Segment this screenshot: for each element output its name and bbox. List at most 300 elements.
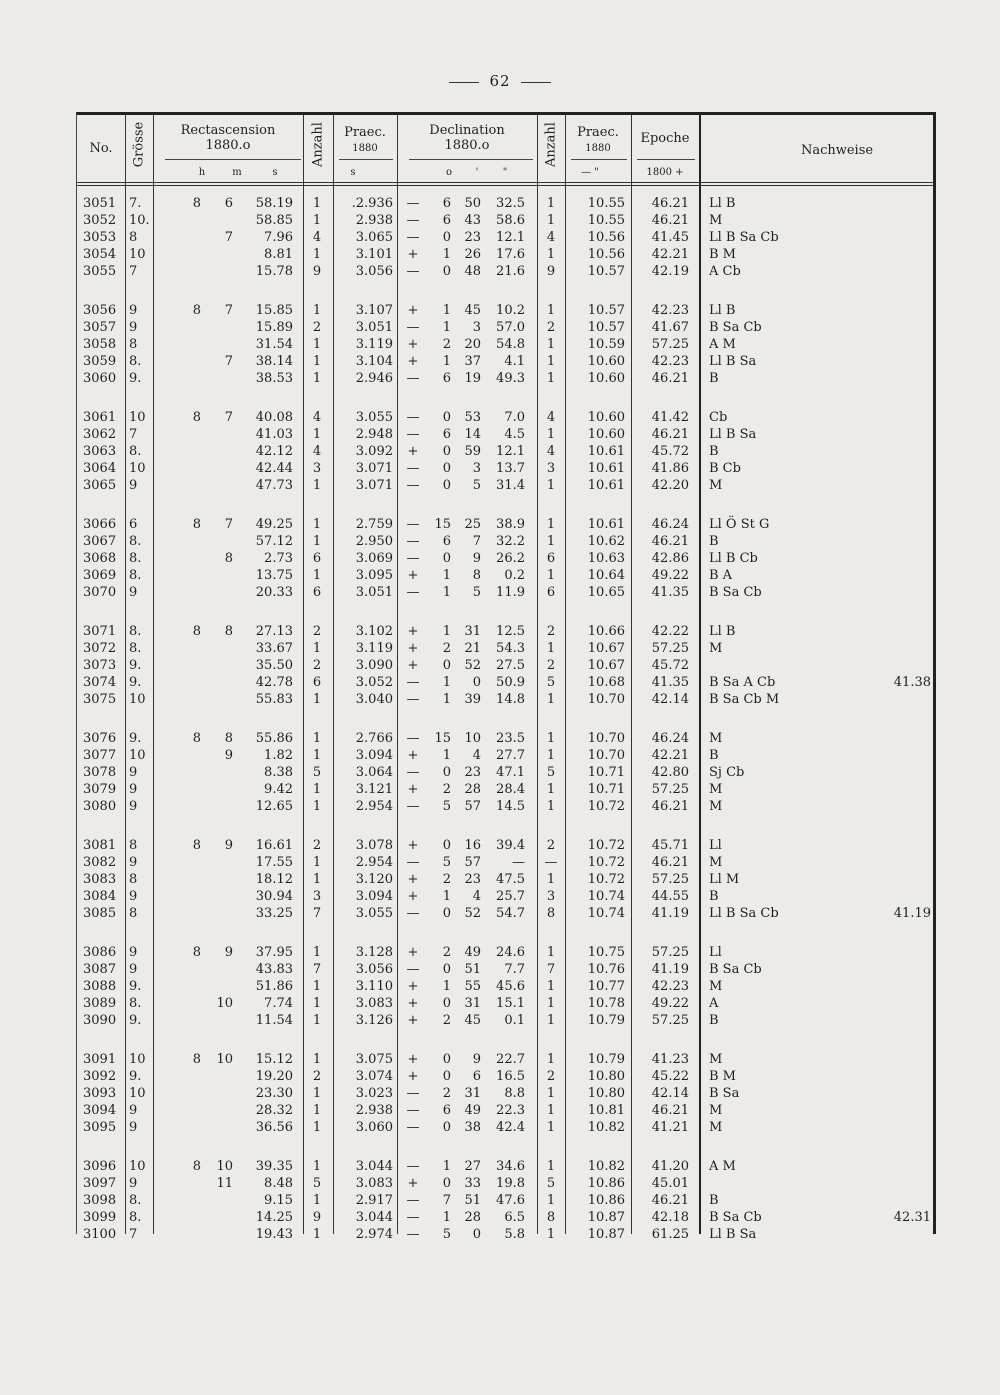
- cell-gr: 7: [129, 1227, 138, 1242]
- cell-no: 3096: [83, 1159, 117, 1174]
- table-row: [77, 764, 933, 781]
- cell-gr: 6: [129, 517, 138, 532]
- cell-n2: 4: [546, 444, 556, 459]
- cell-ds: 14.8: [496, 692, 525, 707]
- cell-p1: 2.938: [355, 213, 393, 228]
- cell-p1: 3.065: [355, 230, 393, 245]
- cell-p1: 2.948: [355, 427, 393, 442]
- cell-p2: 10.80: [587, 1069, 625, 1084]
- cell-nw: M: [709, 799, 723, 814]
- cell-dm: 31: [464, 996, 481, 1011]
- cell-ds: 50.9: [496, 675, 525, 690]
- cell-gr: 9: [129, 889, 138, 904]
- cell-ep: 42.18: [651, 1210, 689, 1225]
- cell-no: 3089: [83, 996, 117, 1011]
- cell-nw: M: [709, 478, 723, 493]
- cell-s: 9.15: [264, 1193, 293, 1208]
- cell-gr: 10.: [129, 213, 150, 228]
- cell-h: 8: [192, 624, 201, 639]
- cell-p2: 10.78: [587, 996, 625, 1011]
- page-number-dash-left: [449, 82, 479, 83]
- cell-ep: 46.21: [651, 534, 689, 549]
- table-row: [77, 1175, 933, 1192]
- cell-gr: 9: [129, 303, 138, 318]
- cell-sign: —: [406, 1120, 420, 1135]
- cell-nw: B A: [709, 568, 733, 583]
- cell-gr: 7.: [129, 196, 142, 211]
- cell-nw: B: [709, 534, 719, 549]
- cell-h: 8: [192, 410, 201, 425]
- header-ra-subrule: [165, 159, 301, 160]
- cell-s: 1.82: [264, 748, 293, 763]
- cell-nw: B Sa Cb: [709, 962, 762, 977]
- cell-n1: 2: [312, 624, 322, 639]
- cell-ep: 42.19: [651, 264, 689, 279]
- cell-m: 9: [224, 945, 233, 960]
- cell-nw: B Cb: [709, 461, 741, 476]
- cell-no: 3091: [83, 1052, 117, 1067]
- cell-s: 42.12: [255, 444, 293, 459]
- cell-no: 3090: [83, 1013, 117, 1028]
- cell-n2: 5: [546, 675, 556, 690]
- cell-ep: 57.25: [651, 641, 689, 656]
- cell-p2: 10.70: [587, 748, 625, 763]
- cell-no: 3074: [83, 675, 117, 690]
- cell-p2: 10.70: [587, 731, 625, 746]
- header-epoche: Epoche: [640, 131, 690, 146]
- cell-dm: 0: [472, 675, 481, 690]
- cell-p2: 10.66: [587, 624, 625, 639]
- cell-no: 3087: [83, 962, 117, 977]
- cell-p1: 3.023: [355, 1086, 393, 1101]
- cell-n1: 2: [312, 838, 322, 853]
- cell-gr: 8.: [129, 641, 142, 656]
- cell-n1: 3: [312, 889, 322, 904]
- cell-n1: 2: [312, 658, 322, 673]
- cell-no: 3081: [83, 838, 117, 853]
- header-no: No.: [89, 141, 113, 156]
- cell-dm: 19: [464, 371, 481, 386]
- table-row: [77, 871, 933, 888]
- cell-ds: 7.7: [504, 962, 525, 977]
- header-rule: [77, 182, 933, 183]
- cell-sign: +: [407, 354, 419, 369]
- cell-ep: 45.01: [651, 1176, 689, 1191]
- cell-sign: +: [407, 748, 419, 763]
- cell-n1: 1: [312, 996, 322, 1011]
- cell-dm: 37: [464, 354, 481, 369]
- cell-dd: 0: [442, 264, 451, 279]
- cell-sign: —: [406, 962, 420, 977]
- table-row: [77, 370, 933, 387]
- cell-sign: —: [406, 906, 420, 921]
- cell-gr: 9: [129, 855, 138, 870]
- cell-gr: 10: [129, 461, 146, 476]
- cell-dd: 2: [442, 945, 451, 960]
- cell-no: 3051: [83, 196, 117, 211]
- cell-dd: 15: [434, 517, 451, 532]
- cell-p1: 3.071: [355, 478, 393, 493]
- cell-dm: 38: [464, 1120, 481, 1135]
- cell-n2: 9: [546, 264, 556, 279]
- header-ra-h: h: [198, 167, 206, 178]
- cell-p2: 10.86: [587, 1176, 625, 1191]
- cell-nw: Cb: [709, 410, 728, 425]
- cell-sign: —: [406, 213, 420, 228]
- cell-ep: 42.23: [651, 979, 689, 994]
- cell-ds: 0.2: [504, 568, 525, 583]
- cell-ds: 49.3: [496, 371, 525, 386]
- cell-ds: 10.2: [496, 303, 525, 318]
- cell-dm: 23: [464, 872, 481, 887]
- cell-s: 58.19: [255, 196, 293, 211]
- cell-dd: 0: [442, 996, 451, 1011]
- cell-s: 19.43: [255, 1227, 293, 1242]
- cell-dm: 4: [472, 889, 481, 904]
- cell-no: 3093: [83, 1086, 117, 1101]
- cell-dm: 45: [464, 1013, 481, 1028]
- header-praec-dec-epoch: 1880: [585, 143, 611, 154]
- cell-n2: 2: [546, 1069, 556, 1084]
- cell-gr: 9: [129, 799, 138, 814]
- cell-sign: +: [407, 838, 419, 853]
- cell-p1: 3.094: [355, 748, 393, 763]
- cell-n1: 9: [312, 264, 322, 279]
- cell-n1: 4: [312, 230, 322, 245]
- cell-dm: 3: [472, 461, 481, 476]
- cell-gr: 9: [129, 1103, 138, 1118]
- cell-ep: 46.21: [651, 855, 689, 870]
- cell-m: 10: [216, 996, 233, 1011]
- cell-gr: 8.: [129, 1210, 142, 1225]
- cell-no: 3082: [83, 855, 117, 870]
- cell-n1: 1: [312, 196, 322, 211]
- cell-p1: 3.083: [355, 996, 393, 1011]
- cell-dm: 5: [472, 478, 481, 493]
- cell-ds: 21.6: [496, 264, 525, 279]
- cell-dd: 0: [442, 1120, 451, 1135]
- cell-no: 3094: [83, 1103, 117, 1118]
- cell-sign: —: [406, 585, 420, 600]
- table-row: [77, 1085, 933, 1102]
- cell-m: 7: [224, 517, 233, 532]
- cell-s: 30.94: [255, 889, 293, 904]
- cell-ds: 4.1: [504, 354, 525, 369]
- cell-dm: 4: [472, 748, 481, 763]
- cell-n1: 1: [312, 979, 322, 994]
- cell-p2: 10.68: [587, 675, 625, 690]
- cell-ds: 47.6: [496, 1193, 525, 1208]
- table-row: [77, 798, 933, 815]
- cell-ds: 22.3: [496, 1103, 525, 1118]
- cell-p2: 10.82: [587, 1159, 625, 1174]
- cell-no: 3059: [83, 354, 117, 369]
- cell-s: 40.08: [255, 410, 293, 425]
- cell-n2: 1: [546, 568, 556, 583]
- cell-ds: 22.7: [496, 1052, 525, 1067]
- cell-h: 8: [192, 517, 201, 532]
- cell-sign: —: [406, 799, 420, 814]
- cell-no: 3067: [83, 534, 117, 549]
- cell-nw: Ll B Sa Cb: [709, 906, 779, 921]
- cell-n1: 1: [312, 945, 322, 960]
- cell-s: 41.03: [255, 427, 293, 442]
- table-row: [77, 460, 933, 477]
- header-dec-title: Declination: [429, 123, 505, 138]
- cell-dd: 6: [442, 196, 451, 211]
- cell-ds: 39.4: [496, 838, 525, 853]
- header-anzahl-dec: Anzahl: [543, 122, 559, 167]
- cell-n1: 1: [312, 1227, 322, 1242]
- cell-dd: 1: [442, 320, 451, 335]
- cell-ep: 41.67: [651, 320, 689, 335]
- cell-dd: 6: [442, 1103, 451, 1118]
- cell-n2: 1: [546, 748, 556, 763]
- cell-nw: B M: [709, 247, 736, 262]
- cell-p2: 10.55: [587, 196, 625, 211]
- cell-n2: 3: [546, 889, 556, 904]
- cell-sign: +: [407, 979, 419, 994]
- cell-s: 12.65: [255, 799, 293, 814]
- cell-no: 3052: [83, 213, 117, 228]
- cell-gr: 9.: [129, 658, 142, 673]
- cell-n2: 2: [546, 320, 556, 335]
- cell-n1: 1: [312, 568, 322, 583]
- cell-p2: 10.72: [587, 855, 625, 870]
- cell-n2: 1: [546, 1120, 556, 1135]
- cell-dd: 5: [442, 799, 451, 814]
- cell-nw: Ll: [709, 838, 722, 853]
- cell-nw: A M: [709, 1159, 736, 1174]
- table-row: [77, 1012, 933, 1029]
- cell-dd: 6: [442, 371, 451, 386]
- cell-gr: 9.: [129, 1069, 142, 1084]
- cell-ds: 47.1: [496, 765, 525, 780]
- cell-nw: Ll B: [709, 303, 736, 318]
- cell-ds: —: [512, 855, 525, 870]
- cell-n2: 5: [546, 1176, 556, 1191]
- cell-s: 49.25: [255, 517, 293, 532]
- cell-s: 57.12: [255, 534, 293, 549]
- cell-s: 8.81: [264, 247, 293, 262]
- cell-p1: 3.051: [355, 320, 393, 335]
- cell-dm: 51: [464, 1193, 481, 1208]
- cell-p1: 3.064: [355, 765, 393, 780]
- cell-n2: 1: [546, 247, 556, 262]
- cell-n1: 5: [312, 765, 322, 780]
- cell-gr: 9.: [129, 371, 142, 386]
- cell-n1: 6: [312, 551, 322, 566]
- cell-n1: 1: [312, 478, 322, 493]
- cell-gr: 8: [129, 337, 138, 352]
- cell-n2: 1: [546, 1013, 556, 1028]
- table-row: [77, 353, 933, 370]
- cell-dd: 0: [442, 230, 451, 245]
- cell-p1: 2.917: [355, 1193, 393, 1208]
- cell-dd: 0: [442, 765, 451, 780]
- cell-gr: 10: [129, 692, 146, 707]
- table-row: [77, 195, 933, 212]
- cell-p1: 3.119: [355, 337, 393, 352]
- cell-p1: 3.055: [355, 410, 393, 425]
- cell-ep: 46.24: [651, 731, 689, 746]
- cell-sign: —: [406, 675, 420, 690]
- cell-ep: 41.35: [651, 675, 689, 690]
- header-praec-dec-unit: — ": [581, 167, 599, 178]
- cell-n2: 5: [546, 765, 556, 780]
- cell-dm: 16: [464, 838, 481, 853]
- cell-p1: 3.092: [355, 444, 393, 459]
- cell-gr: 8.: [129, 534, 142, 549]
- cell-dm: 51: [464, 962, 481, 977]
- cell-gr: 9.: [129, 675, 142, 690]
- cell-ds: 27.7: [496, 748, 525, 763]
- cell-gr: 9: [129, 765, 138, 780]
- table-row: [77, 640, 933, 657]
- cell-n2: 1: [546, 213, 556, 228]
- cell-p2: 10.61: [587, 478, 625, 493]
- cell-gr: 8.: [129, 354, 142, 369]
- cell-p2: 10.87: [587, 1210, 625, 1225]
- cell-dd: 1: [442, 692, 451, 707]
- cell-p2: 10.60: [587, 410, 625, 425]
- cell-gr: 10: [129, 748, 146, 763]
- cell-n1: 1: [312, 303, 322, 318]
- cell-ep: 46.21: [651, 799, 689, 814]
- cell-p1: .2.936: [351, 196, 393, 211]
- table-row: [77, 263, 933, 280]
- cell-ds: 26.2: [496, 551, 525, 566]
- cell-p1: 3.119: [355, 641, 393, 656]
- cell-dd: 0: [442, 1069, 451, 1084]
- cell-dd: 1: [442, 675, 451, 690]
- cell-dd: 6: [442, 534, 451, 549]
- cell-m: 6: [224, 196, 233, 211]
- cell-ep: 41.86: [651, 461, 689, 476]
- cell-p1: 3.051: [355, 585, 393, 600]
- table-row: [77, 516, 933, 533]
- cell-nw: A Cb: [709, 264, 741, 279]
- cell-gr: 10: [129, 1086, 146, 1101]
- cell-ds: 54.8: [496, 337, 525, 352]
- cell-dm: 52: [464, 906, 481, 921]
- cell-p1: 3.102: [355, 624, 393, 639]
- cell-ep: 46.21: [651, 371, 689, 386]
- cell-extra: 42.31: [893, 1210, 931, 1225]
- cell-ep: 49.22: [651, 996, 689, 1011]
- cell-p2: 10.72: [587, 838, 625, 853]
- header-ra-title: Rectascension: [180, 123, 276, 138]
- cell-gr: 8: [129, 872, 138, 887]
- cell-dm: 52: [464, 658, 481, 673]
- header-ra-m: m: [232, 167, 242, 178]
- cell-dm: 23: [464, 230, 481, 245]
- cell-n2: 1: [546, 427, 556, 442]
- cell-ep: 46.21: [651, 213, 689, 228]
- cell-dd: 2: [442, 782, 451, 797]
- cell-ep: 41.45: [651, 230, 689, 245]
- cell-dm: 6: [472, 1069, 481, 1084]
- cell-sign: —: [406, 1086, 420, 1101]
- cell-dd: 0: [442, 478, 451, 493]
- cell-p1: 3.040: [355, 692, 393, 707]
- cell-n1: 3: [312, 461, 322, 476]
- cell-p2: 10.60: [587, 427, 625, 442]
- cell-p2: 10.80: [587, 1086, 625, 1101]
- cell-sign: —: [406, 1210, 420, 1225]
- cell-gr: 8.: [129, 444, 142, 459]
- cell-sign: +: [407, 624, 419, 639]
- cell-nw: B: [709, 1013, 719, 1028]
- cell-n1: 1: [312, 1120, 322, 1135]
- cell-s: 15.78: [255, 264, 293, 279]
- cell-dd: 0: [442, 838, 451, 853]
- cell-n1: 1: [312, 213, 322, 228]
- cell-h: 8: [192, 1159, 201, 1174]
- table-row: [77, 781, 933, 798]
- cell-p1: 3.121: [355, 782, 393, 797]
- cell-p1: 3.078: [355, 838, 393, 853]
- cell-ds: 42.4: [496, 1120, 525, 1135]
- cell-p1: 3.056: [355, 962, 393, 977]
- cell-n1: 7: [312, 906, 322, 921]
- cell-sign: —: [406, 551, 420, 566]
- cell-n2: 1: [546, 996, 556, 1011]
- cell-dm: 7: [472, 534, 481, 549]
- cell-p1: 3.060: [355, 1120, 393, 1135]
- cell-dm: 33: [464, 1176, 481, 1191]
- header-praec-ra-title: Praec.: [344, 125, 386, 140]
- cell-dm: 59: [464, 444, 481, 459]
- cell-sign: +: [407, 1013, 419, 1028]
- table-row: [77, 302, 933, 319]
- cell-n2: 4: [546, 230, 556, 245]
- cell-ep: 42.86: [651, 551, 689, 566]
- cell-dm: 14: [464, 427, 481, 442]
- cell-no: 3085: [83, 906, 117, 921]
- cell-s: 58.85: [255, 213, 293, 228]
- cell-p2: 10.86: [587, 1193, 625, 1208]
- cell-ds: 32.5: [496, 196, 525, 211]
- cell-p1: 2.954: [355, 855, 393, 870]
- cell-dm: 28: [464, 1210, 481, 1225]
- cell-gr: 8: [129, 906, 138, 921]
- cell-n2: 1: [546, 692, 556, 707]
- cell-s: 8.38: [264, 765, 293, 780]
- header-anzahl-ra: Anzahl: [310, 122, 326, 167]
- cell-nw: B: [709, 889, 719, 904]
- header-dec-deg: o: [445, 167, 453, 178]
- cell-dm: 45: [464, 303, 481, 318]
- cell-p1: 2.759: [355, 517, 393, 532]
- cell-sign: +: [407, 568, 419, 583]
- cell-p2: 10.61: [587, 444, 625, 459]
- cell-m: 11: [216, 1176, 233, 1191]
- cell-s: 27.13: [255, 624, 293, 639]
- cell-no: 3055: [83, 264, 117, 279]
- cell-sign: —: [406, 410, 420, 425]
- cell-ds: 28.4: [496, 782, 525, 797]
- cell-no: 3086: [83, 945, 117, 960]
- cell-n2: 1: [546, 731, 556, 746]
- cell-dm: 55: [464, 979, 481, 994]
- table-row: [77, 1119, 933, 1136]
- cell-p1: 3.104: [355, 354, 393, 369]
- cell-n1: 1: [312, 782, 322, 797]
- table-row: [77, 837, 933, 854]
- cell-p2: 10.61: [587, 517, 625, 532]
- cell-n1: 6: [312, 585, 322, 600]
